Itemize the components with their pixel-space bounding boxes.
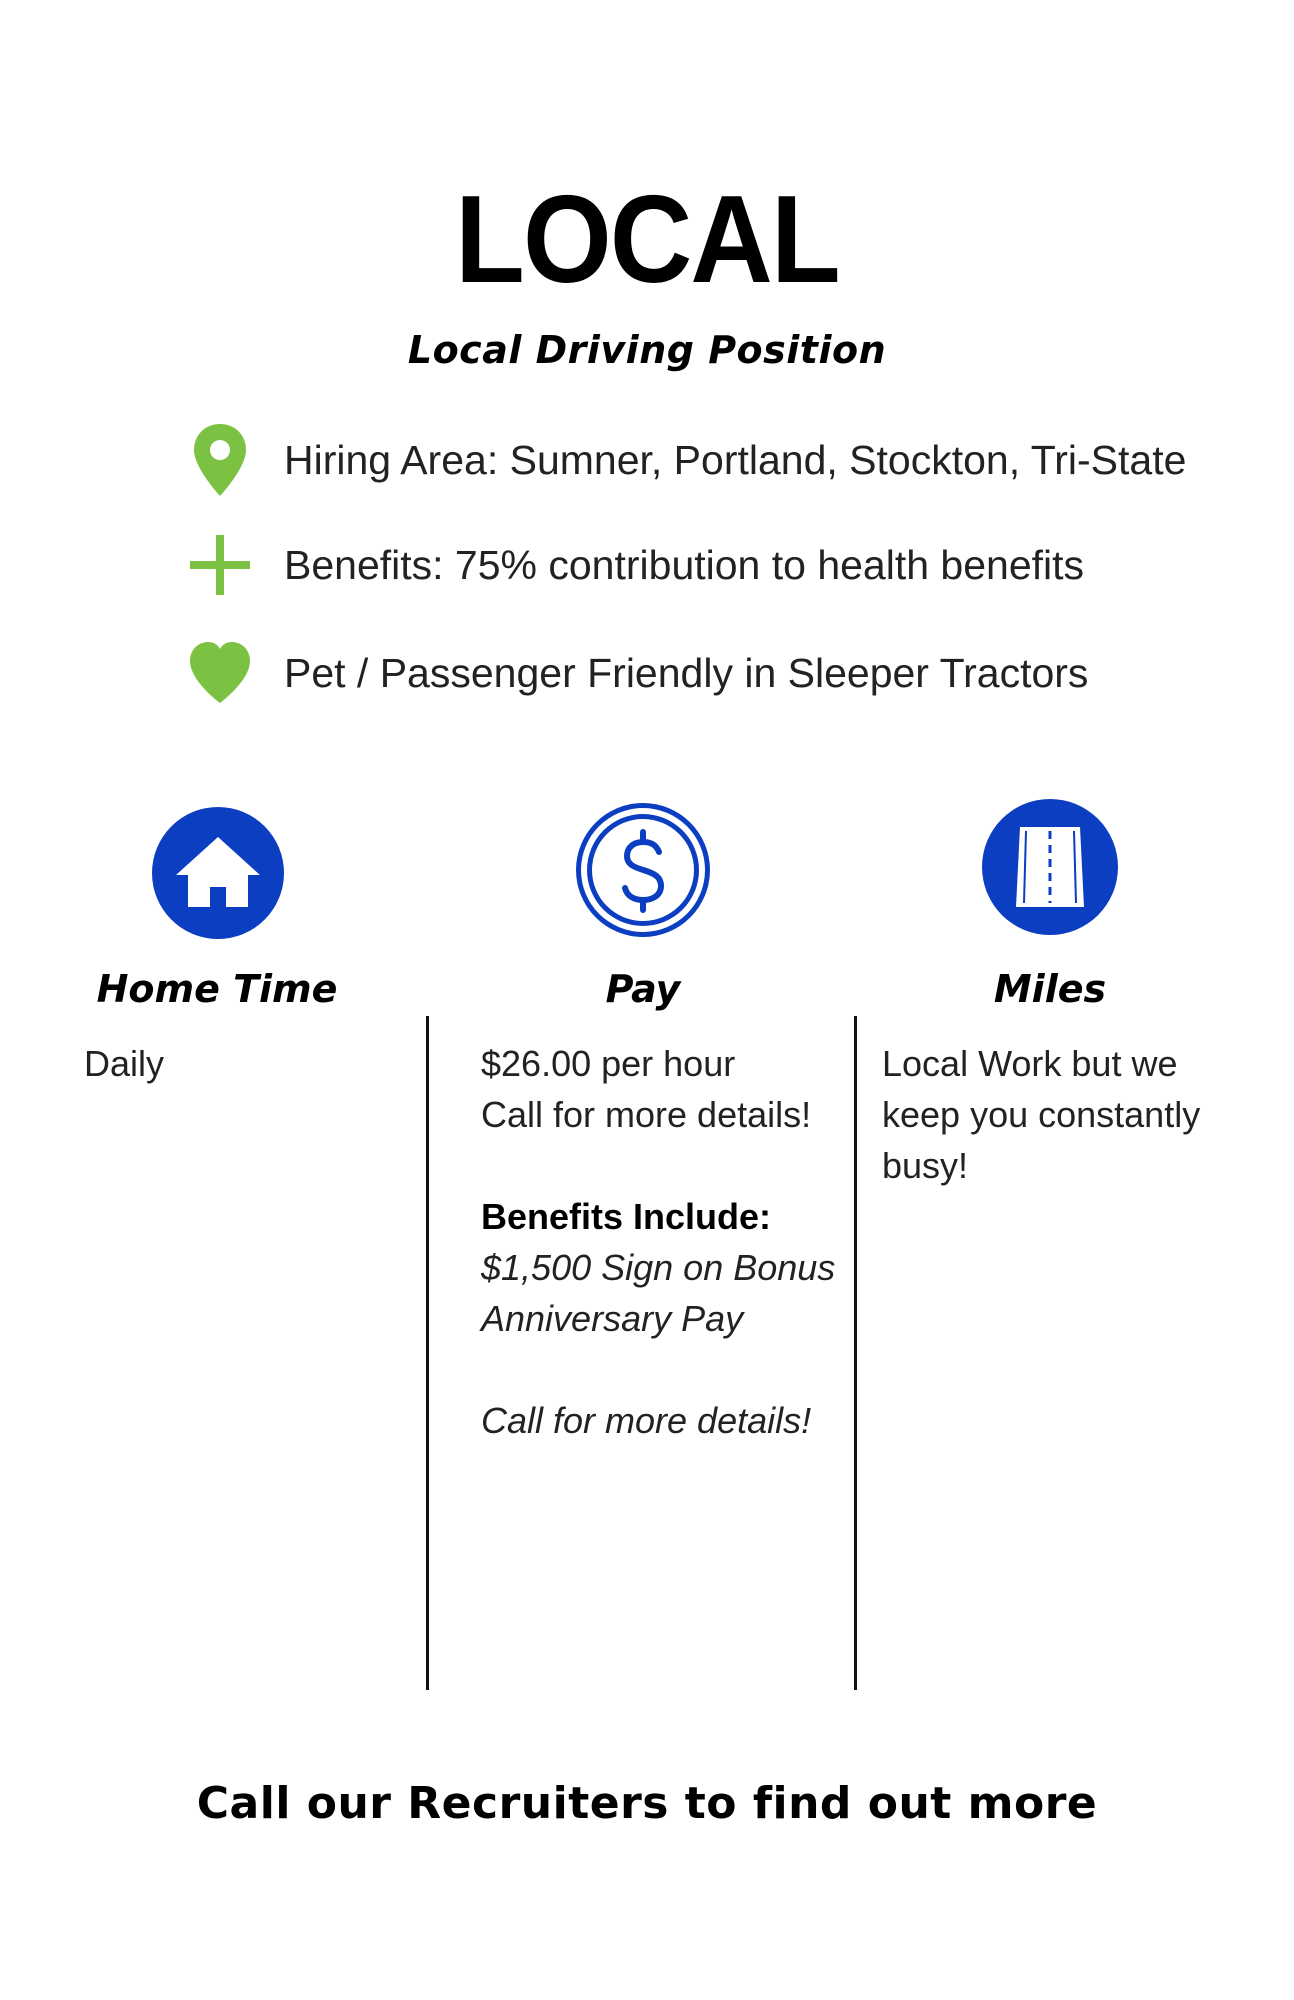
miles-line-1: Local Work but we <box>882 1043 1178 1084</box>
map-pin-icon <box>184 420 256 500</box>
miles-line-2: keep you constantly <box>882 1094 1201 1135</box>
page-title: LOCAL <box>455 171 839 309</box>
home-time-content <box>84 1038 404 1089</box>
column-divider-left <box>426 1016 429 1690</box>
benefits-heading: Benefits Include: <box>481 1196 772 1237</box>
pay-call-note: Call for more details! <box>481 1094 812 1135</box>
call-to-action: Call our Recruiters to find out more <box>196 1778 1098 1829</box>
feature-hiring-area <box>184 420 1187 500</box>
pay-heading: Pay <box>605 967 681 1011</box>
pay-content <box>481 1038 841 1446</box>
page-subtitle: Local Driving Position <box>407 328 887 372</box>
pay-rate: $26.00 per hour <box>481 1043 736 1084</box>
miles-content <box>882 1038 1242 1191</box>
dollar-icon <box>573 800 713 940</box>
miles-heading: Miles <box>993 967 1107 1011</box>
heart-icon <box>184 633 256 713</box>
miles-line-3: busy! <box>882 1145 969 1186</box>
column-divider-right <box>854 1016 857 1690</box>
feature-pet-friendly <box>184 633 1184 713</box>
home-time-heading: Home Time <box>96 967 338 1011</box>
feature-hiring-area-text: Hiring Area: Sumner, Portland, Stockton, Tri-State <box>284 437 1187 483</box>
feature-pet-friendly-text: Pet / Passenger Friendly in Sleeper Tractors <box>284 650 1089 696</box>
plus-icon <box>184 525 256 605</box>
home-time-value: Daily <box>84 1043 165 1084</box>
road-icon <box>980 797 1120 937</box>
feature-benefits-text: Benefits: 75% contribution to health benefits <box>284 542 1085 588</box>
benefit-anniversary-pay: Anniversary Pay <box>481 1298 744 1339</box>
pay-footer-note: Call for more details! <box>481 1400 812 1441</box>
benefit-sign-on-bonus: $1,500 Sign on Bonus <box>481 1247 836 1288</box>
feature-benefits <box>184 525 1184 605</box>
house-icon <box>148 803 288 943</box>
